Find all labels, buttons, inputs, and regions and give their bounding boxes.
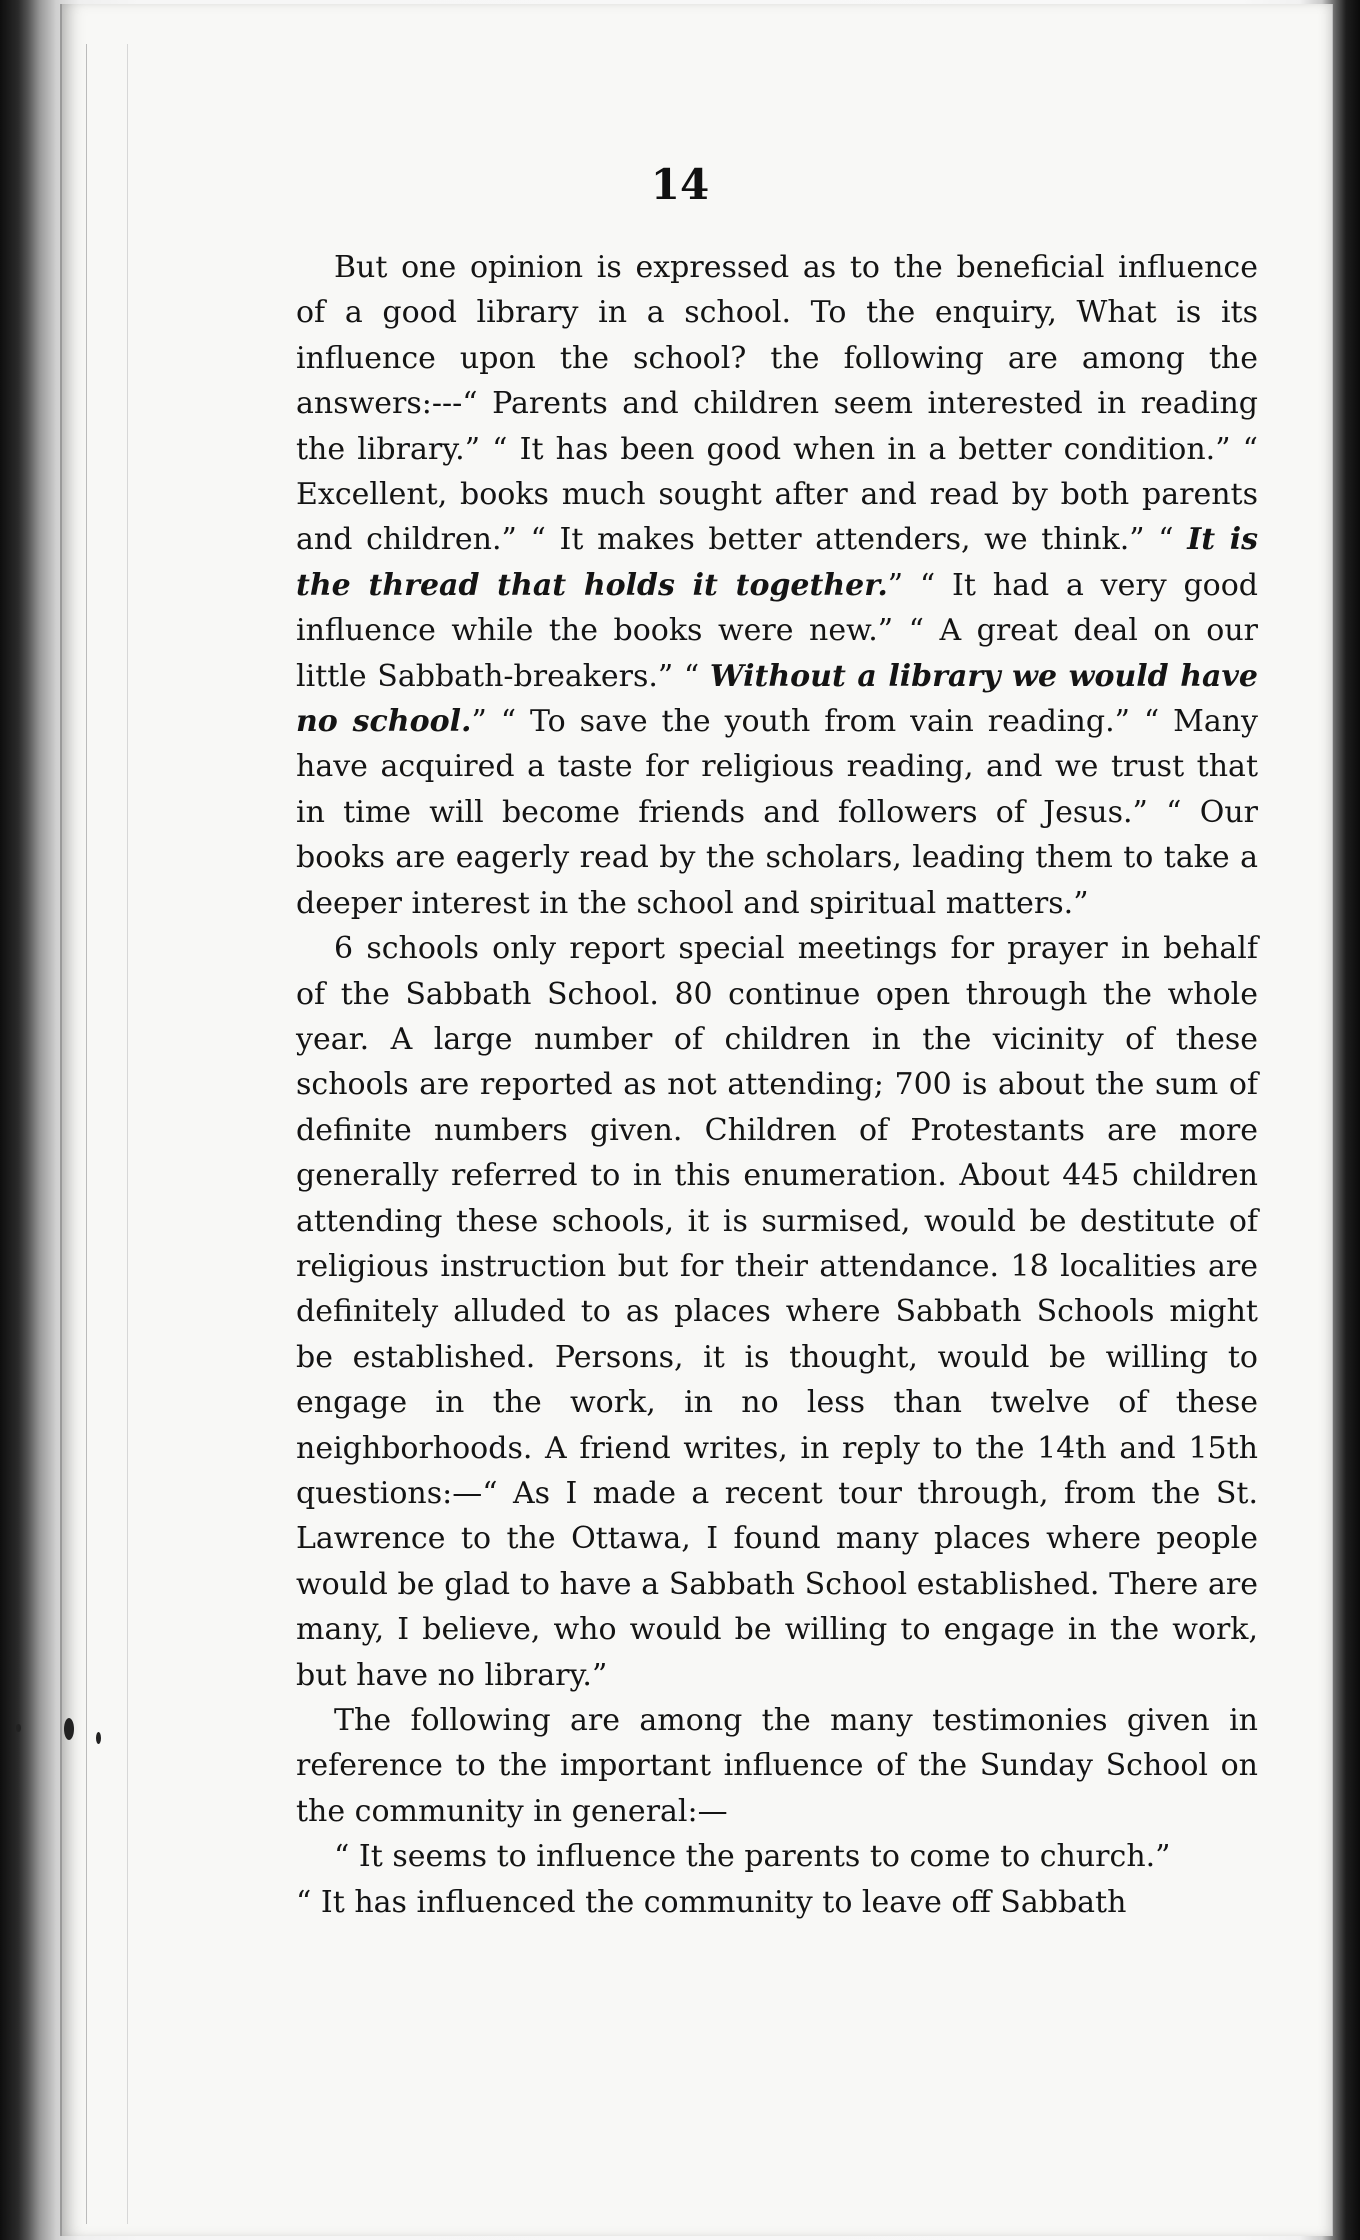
body-text bbox=[296, 245, 1258, 1925]
italic-quote: It is the thread that holds it together. bbox=[296, 522, 1258, 603]
paragraph-testimony-quote: “ It seems to influence the parents to come to church.” bbox=[334, 1839, 1171, 1875]
paragraph-testimonies-intro: The following are among the many testimonies given in reference to the important influence of the Sunday School on the community in general:— bbox=[296, 1703, 1258, 1829]
ink-speck bbox=[96, 1732, 101, 1744]
ink-speck bbox=[64, 1718, 74, 1740]
ink-speck bbox=[16, 1724, 21, 1732]
text-run: ” “ To save the youth from vain reading.” “ Many have acquired a taste for religious reading, and we trust that in time will become friends and followers of Jesus.” “ Our books are eagerly read by the scholars, leading them to take a deeper interest in the school and spiritual matters.” bbox=[296, 704, 1258, 921]
text-run: ” “ It had a very good influence while the books were new.” “ A great deal on our little Sabbath-breakers.” “ bbox=[296, 567, 1258, 694]
binding-edge bbox=[86, 44, 128, 2224]
paragraph-meetings: 6 schools only report special meetings for prayer in behalf of the Sabbath School. 80 continue open through the whole year. A large number of children in the vicinity of these schools are reported as not attending; 700 is about the sum of definite numbers given. Children of Protestants are more generally referred to in this enumeration. About 445 children attending these schools, it is surmised, would be destitute of religious instruction but for their attendance. 18 localities are definitely alluded to as places where Sabbath Schools might be established. Persons, it is thought, would be willing to engage in the work, in no less than twelve of these neighborhoods. A friend writes, in reply to the 14th and 15th questions:—“ As I made a recent tour through, from the St. Lawrence to the Ottawa, I found many places where people would be glad to have a Sabbath School established. There are many, I believe, who would be willing to engage in the work, but have no library.” bbox=[296, 931, 1258, 1693]
paragraph-library-influence bbox=[296, 245, 1258, 926]
page-number: 14 bbox=[650, 160, 710, 209]
text-run: But one opinion is expressed as to the beneficial influence of a good library in a school. To the enquiry, What is its influence upon the school? the following are among the answers:---“ Parents and children seem interested in reading the library.” “ It has been good when in a better condition.” “ Excellent, books much sought after and read by both parents and children.” “ It makes better attenders, we think.” “ bbox=[296, 250, 1258, 558]
italic-quote: Without a library we would have no school. bbox=[296, 658, 1258, 740]
paragraph-testimony-continued: “ It has influenced the community to leave off Sabbath bbox=[296, 1884, 1127, 1920]
